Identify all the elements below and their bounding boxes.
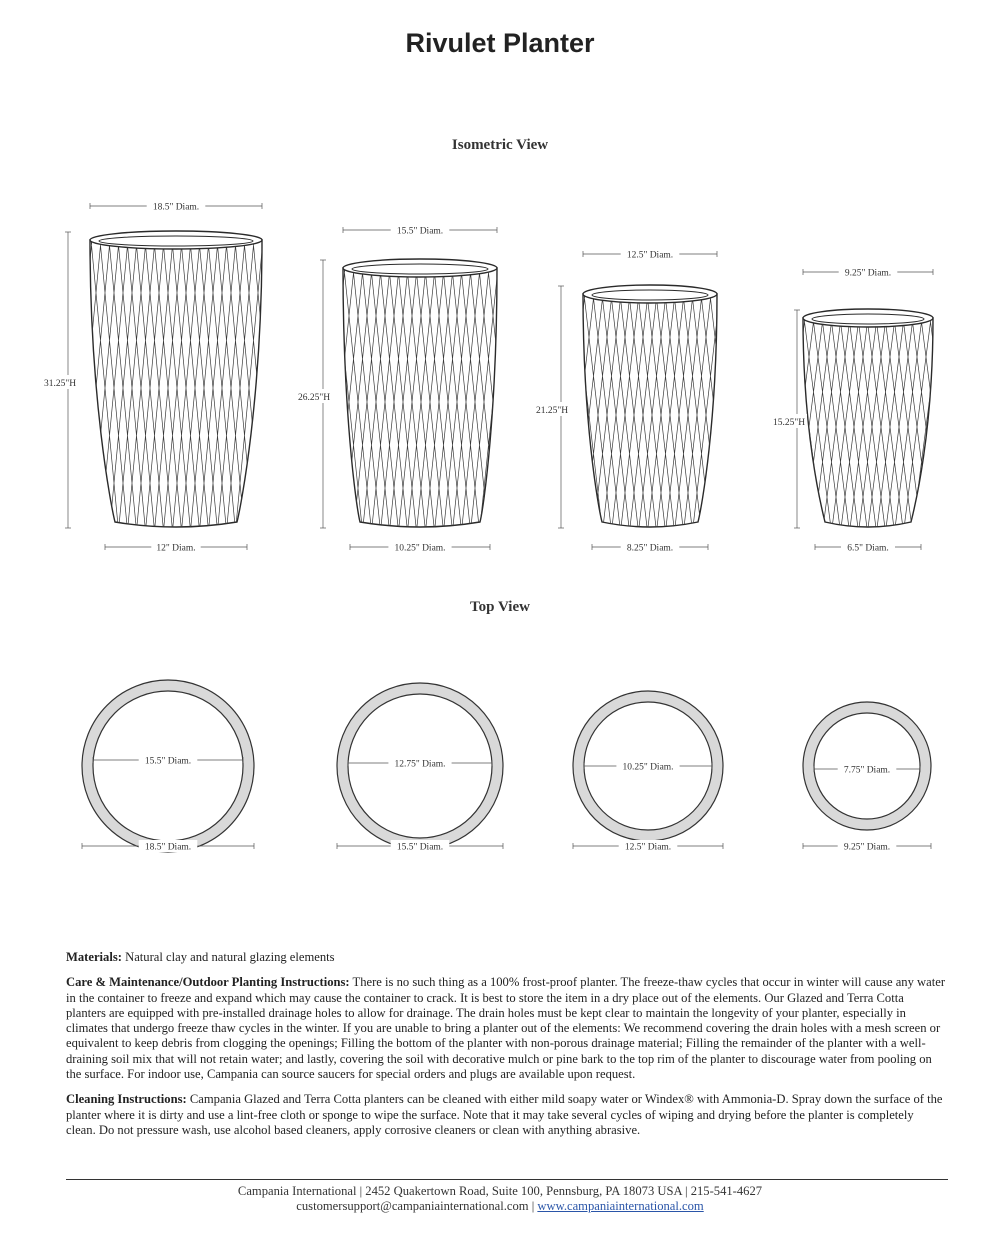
planter-2-height-label: 26.25"H — [297, 393, 331, 403]
footer-email: customersupport@campaniainternational.com — [296, 1199, 529, 1213]
website-link[interactable]: www.campaniainternational.com — [537, 1199, 704, 1213]
planter-1-rim-inner — [99, 236, 253, 246]
planter-1-height-label: 31.25"H — [43, 379, 77, 389]
cleaning-label: Cleaning Instructions: — [66, 1092, 187, 1107]
planter-4-bottom-diam-label: 6.5" Diam. — [847, 543, 889, 554]
planter-2-outer-diam-label: 15.5" Diam. — [396, 842, 444, 853]
materials-text: Natural clay and natural glazing elements — [125, 950, 335, 964]
planter-4-body — [803, 318, 933, 527]
planter-1-top-diam-label: 18.5" Diam. — [152, 202, 200, 213]
cleaning-text: Campania Glazed and Terra Cotta planters can be cleaned with either mild soapy water or Windex® with Ammonia-D. Spray down the surface of the planter where it is dirty and use a lint-free cloth or sponge to wipe the surface. Note that it may take several cycles of wiping and drying before the planter is completely clean. Do not pressure wash, use alcohol based cleaners, apply corrosive cleaners or clean with anything abrasive. — [66, 1092, 943, 1137]
isometric-view-heading: Isometric View — [451, 137, 549, 153]
planter-2-inner-diam-label: 12.75" Diam. — [394, 759, 446, 770]
footer-divider — [66, 1179, 948, 1180]
product-description — [66, 950, 946, 1148]
planter-2-bottom-diam-label: 10.25" Diam. — [394, 543, 446, 554]
planter-1-inner-diam-label: 15.5" Diam. — [144, 756, 192, 767]
care-label: Care & Maintenance/Outdoor Planting Instructions: — [66, 975, 350, 990]
materials-paragraph — [66, 950, 946, 965]
planter-2-top-diam-label: 15.5" Diam. — [396, 226, 444, 237]
footer-separator: | — [528, 1199, 538, 1213]
planter-3-inner-diam-label: 10.25" Diam. — [622, 762, 674, 773]
planter-3-top-diam-label: 12.5" Diam. — [626, 250, 674, 261]
materials-label: Materials: — [66, 950, 122, 964]
planter-4-top-diam-label: 9.25" Diam. — [844, 268, 892, 279]
planter-4-height-label: 15.25"H — [772, 418, 806, 428]
planter-3-outer-diam-label: 12.5" Diam. — [624, 842, 672, 853]
planter-3-bottom-diam-label: 8.25" Diam. — [626, 543, 674, 554]
footer-contact — [0, 1199, 1000, 1214]
planter-1-bottom-diam-label: 12" Diam. — [156, 543, 196, 554]
cleaning-paragraph — [66, 1092, 946, 1138]
footer-address: Campania International | 2452 Quakertown Road, Suite 100, Pennsburg, PA 18073 USA | 215-541-4627 — [237, 1184, 763, 1198]
page-title: Rivulet Planter — [405, 28, 595, 58]
planter-4-outer-diam-label: 9.25" Diam. — [843, 842, 891, 853]
planter-2-rim-inner — [352, 264, 488, 274]
care-paragraph — [66, 975, 946, 1082]
top-view-heading: Top View — [470, 599, 530, 615]
planter-1-outer-diam-label: 18.5" Diam. — [144, 842, 192, 853]
planter-4-inner-diam-label: 7.75" Diam. — [843, 765, 891, 776]
care-text: There is no such thing as a 100% frost-proof planter. The freeze-thaw cycles that occur in winter will cause any water in the container to freeze and expand which may cause the container to crack. It is best to store the item in a dry place out of the elements. Our Glazed and Terra Cotta planters are equipped with pre-installed drainage holes to allow for drainage. The drain holes must be kept clear to maintain the longevity of your planter, especially in climates that undergo freeze thaw cycles in the winter. If you are unable to bring a planter out of the elements: We recommend covering the drain holes with a mesh screen or equivalent to keep debris from clogging the openings; Filling the bottom of the planter with non-porous drainage material; Filling the remainder of the planter with a well-draining soil mix that will not retain water; and lastly, covering the soil with decorative mulch or pine bark to the top rim of the planter to discourage water from pooling on the surface. For indoor use, Campania can source saucers for special orders and plugs are available upon request. — [66, 975, 946, 1082]
planter-3-rim-inner — [592, 290, 708, 300]
planter-4-rim-inner — [812, 314, 924, 324]
planter-3-height-label: 21.25"H — [535, 406, 569, 416]
